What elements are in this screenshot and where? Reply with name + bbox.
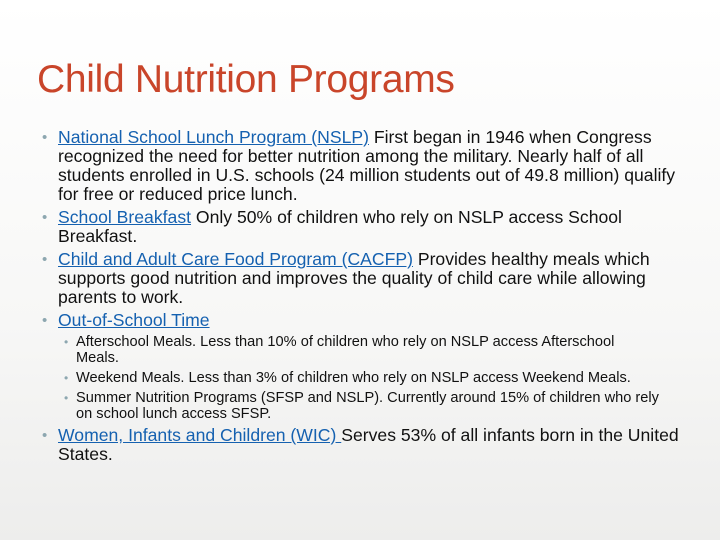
cacfp-link[interactable]: Child and Adult Care Food Program (CACFP) — [58, 249, 413, 269]
bullet-dot-icon: • — [42, 251, 48, 268]
bullet-nslp — [40, 128, 680, 204]
school-breakfast-link[interactable]: School Breakfast — [58, 207, 192, 227]
bullet-wic — [40, 426, 680, 464]
bullet-dot-icon: • — [42, 129, 48, 146]
bullet-school-breakfast — [40, 208, 680, 246]
out-of-school-time-link[interactable]: Out-of-School Time — [58, 310, 210, 330]
afterschool-meals-text: Afterschool Meals. Less than 10% of children who rely on NSLP access Afterschool Meals. — [76, 334, 615, 366]
slide-title: Child Nutrition Programs — [37, 58, 455, 101]
sub-bullet-dot-icon: • — [64, 371, 69, 385]
wic-link[interactable]: Women, Infants and Children (WIC) — [58, 425, 342, 445]
school-breakfast-text: Only 50% of children who rely on NSLP access School Breakfast. — [58, 207, 622, 246]
sub-bullet-afterschool-meals — [40, 334, 661, 366]
bullet-dot-icon: • — [42, 209, 48, 226]
bullet-dot-icon: • — [42, 312, 48, 329]
sub-bullet-dot-icon: • — [64, 391, 69, 405]
nslp-text: First began in 1946 when Congress recognized the need for better nutrition among the military. Nearly half of all students enrolled in U.S. schools (24 million students out of 49.8 million) qualify for free or reduced price lunch. — [58, 127, 676, 204]
weekend-meals-text: Weekend Meals. Less than 3% of children who rely on NSLP access Weekend Meals. — [76, 370, 631, 386]
nslp-link[interactable]: National School Lunch Program (NSLP) — [58, 127, 369, 147]
cacfp-text: Provides healthy meals which supports good nutrition and improves the quality of child care while allowing parents to work. — [58, 249, 650, 307]
sub-bullet-weekend-meals — [40, 370, 661, 386]
bullet-dot-icon: • — [42, 427, 48, 444]
out-of-school-time-sublist — [40, 334, 680, 422]
sub-bullet-summer-nutrition — [40, 390, 661, 422]
sub-bullet-dot-icon: • — [64, 335, 69, 349]
summer-nutrition-text: Summer Nutrition Programs (SFSP and NSLP). Currently around 15% of children who rely on school lunch access SFSP. — [76, 390, 659, 422]
bullet-out-of-school-time — [40, 311, 680, 330]
bullet-cacfp — [40, 250, 680, 307]
bullet-list — [40, 128, 680, 468]
wic-text: Serves 53% of all infants born in the United States. — [58, 425, 679, 464]
